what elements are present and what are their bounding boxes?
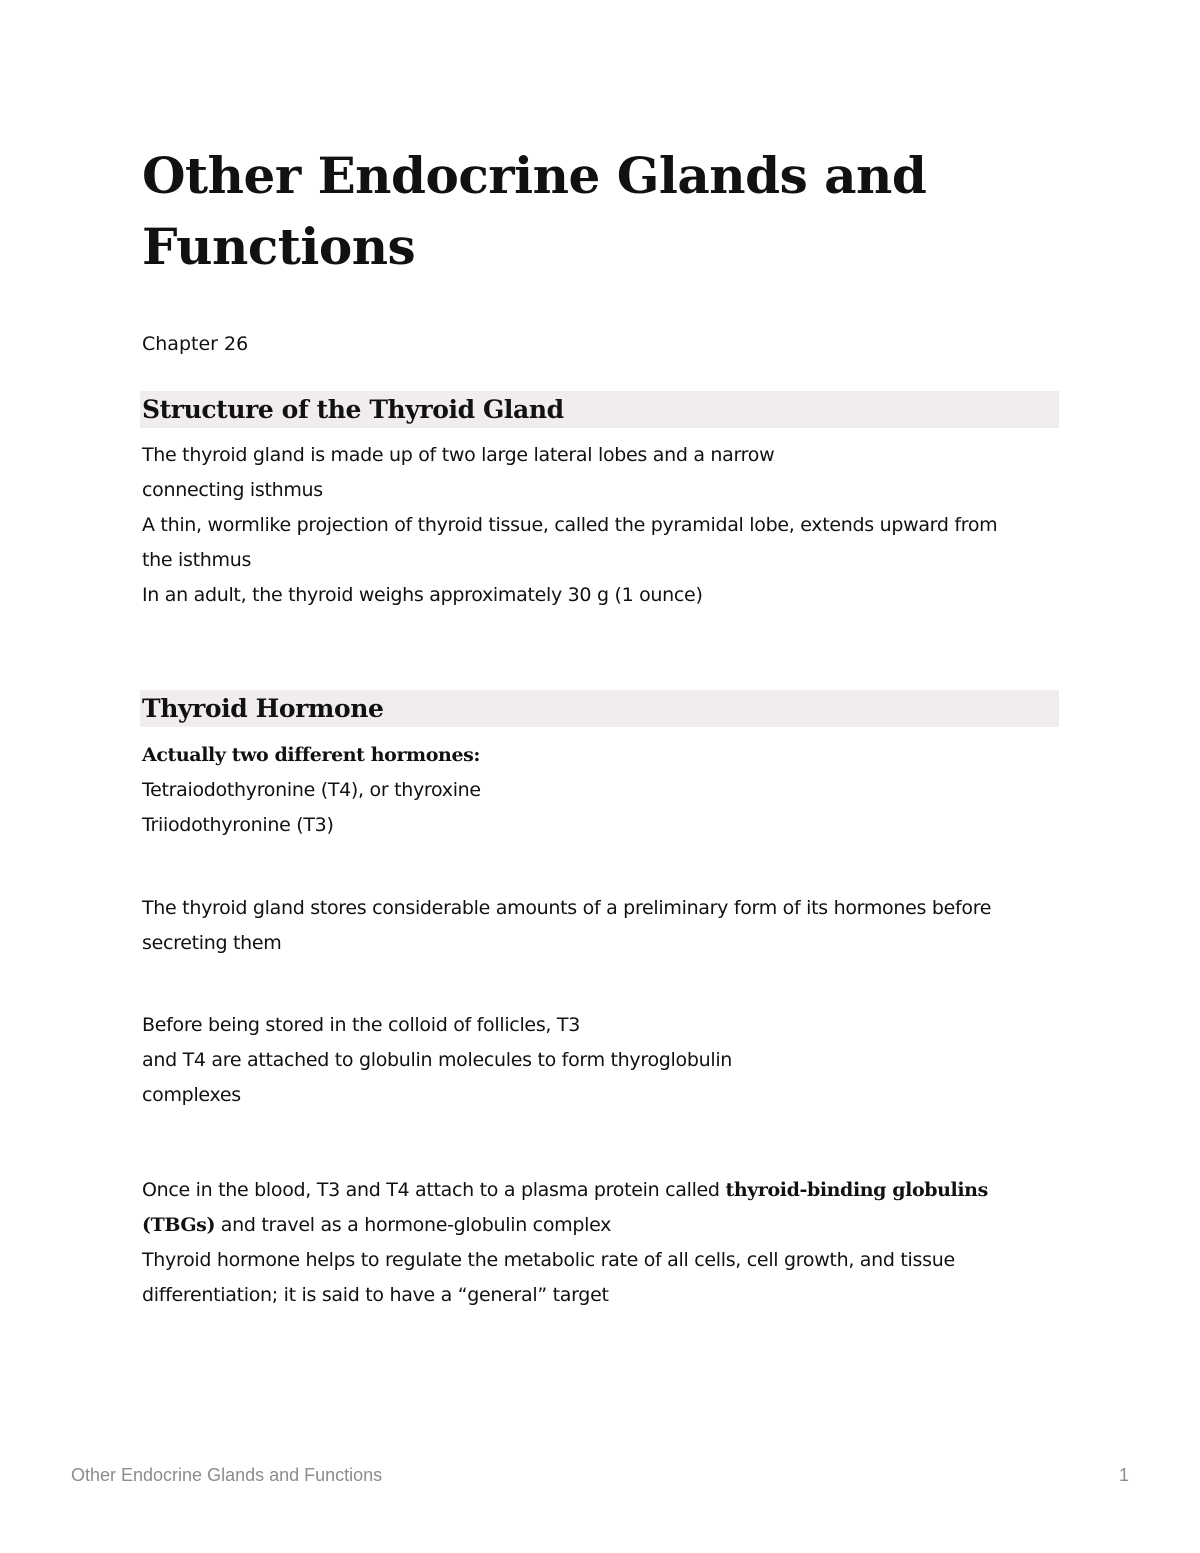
bullet-text: Tetraiodothyronine (T4), or thyroxine xyxy=(142,779,481,801)
body-text: and travel as a hormone-globulin complex xyxy=(215,1214,612,1236)
body-line xyxy=(142,1208,1062,1243)
page-number: 1 xyxy=(1118,1465,1129,1485)
bullet-text: In an adult, the thyroid weighs approximately 30 g (1 ounce) xyxy=(142,584,703,606)
structure-body xyxy=(142,438,1062,613)
bullet-text: A thin, wormlike projection of thyroid tissue, called the pyramidal lobe, extends upward from xyxy=(142,514,998,536)
bullet-text: Before being stored in the colloid of follicles, T3 xyxy=(142,1014,580,1036)
bold-term: thyroid-binding globulins xyxy=(725,1179,988,1201)
section-heading-thyroid-hormone: Thyroid Hormone xyxy=(140,690,1059,727)
bullet-item xyxy=(142,1008,1062,1043)
body-text: Once in the blood, T3 and T4 attach to a plasma protein called xyxy=(142,1179,726,1201)
body-line: secreting them xyxy=(142,932,282,954)
bullet-item xyxy=(142,891,1062,926)
body-line: The thyroid gland is made up of two large lateral lobes and a narrow xyxy=(142,444,775,466)
hormone-intro: Actually two different hormones: xyxy=(142,744,481,766)
hormone-list xyxy=(142,738,1062,843)
storage-paragraph xyxy=(142,891,1062,961)
blood-paragraph xyxy=(142,1173,1062,1313)
footer-title: Other Endocrine Glands and Functions xyxy=(71,1465,383,1485)
body-line: connecting isthmus xyxy=(142,479,323,501)
body-line: and T4 are attached to globulin molecules to form thyroglobulin xyxy=(142,1049,733,1071)
bullet-item xyxy=(142,578,1062,613)
chapter-label: Chapter 26 xyxy=(142,333,249,355)
bold-term: (TBGs) xyxy=(142,1214,216,1236)
bullet-text: The thyroid gland stores considerable amounts of a preliminary form of its hormones before xyxy=(142,897,992,919)
bullet-item xyxy=(142,773,1062,808)
body-line: complexes xyxy=(142,1084,241,1106)
bullet-item xyxy=(142,508,1062,543)
page-title: Other Endocrine Glands and Functions xyxy=(142,146,927,276)
bullet-item xyxy=(142,1243,1062,1278)
section-heading-structure: Structure of the Thyroid Gland xyxy=(140,391,1059,428)
bullet-text: Thyroid hormone helps to regulate the metabolic rate of all cells, cell growth, and tissue xyxy=(142,1249,955,1271)
bullet-item xyxy=(142,808,1062,843)
colloid-paragraph xyxy=(142,1008,1062,1113)
bullet-text: Triiodothyronine (T3) xyxy=(142,814,334,836)
body-line: differentiation; it is said to have a “general” target xyxy=(142,1284,609,1306)
body-line xyxy=(142,1173,1062,1208)
body-line: the isthmus xyxy=(142,549,252,571)
